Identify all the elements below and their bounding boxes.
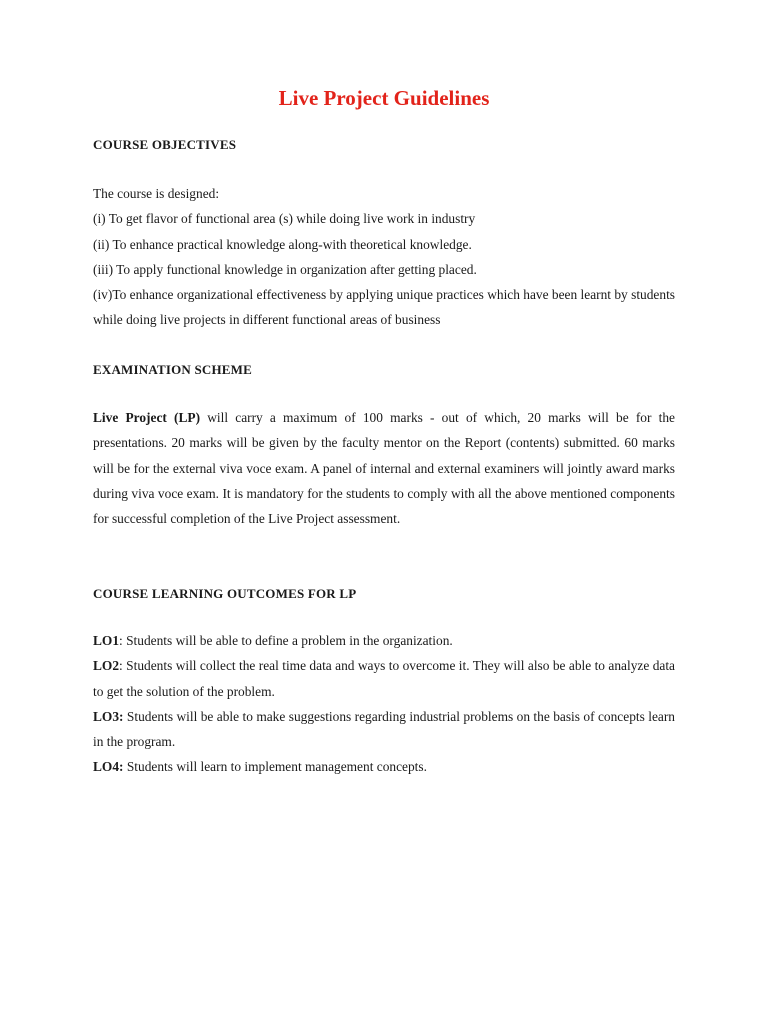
examination-scheme-paragraph [93,405,675,531]
objective-item-2: (ii) To enhance practical knowledge along-with theoretical knowledge. [93,236,472,252]
outcome-text: : Students will collect the real time data and ways to overcome it. They will also be able to analyze data to get the solution of the problem. [93,658,675,699]
outcome-text: : Students will be able to define a problem in the organization. [119,633,453,648]
outcome-item-lo4 [93,754,675,779]
examination-scheme-heading: EXAMINATION SCHEME [93,362,253,377]
learning-outcomes-heading: COURSE LEARNING OUTCOMES FOR LP [93,586,357,601]
course-objectives-body [93,181,675,333]
objective-item-3: (iii) To apply functional knowledge in organization after getting placed. [93,261,477,277]
outcome-label: LO1 [93,633,120,648]
outcome-label: LO3: [93,708,124,724]
objective-item-4: (iv)To enhance organizational effectiveness by applying unique practices which have been learnt by students while doing live projects in different functional areas of business [93,287,675,328]
outcome-text: Students will learn to implement management concepts. [123,759,427,775]
outcome-label: LO2 [93,658,120,674]
objectives-intro: The course is designed: [93,186,220,201]
course-objectives-heading: COURSE OBJECTIVES [93,137,237,152]
page-title: Live Project Guidelines [278,86,490,110]
outcome-text: Students will be able to make suggestions regarding industrial problems on the basis of concepts learn in the program. [93,708,675,750]
live-project-label: Live Project (LP) [93,410,201,425]
learning-outcomes-list [93,628,675,780]
outcome-item-lo1 [93,628,675,653]
outcome-item-lo2 [93,653,675,704]
objective-item-1: (i) To get flavor of functional area (s) while doing live work in industry [93,211,476,227]
outcome-item-lo3 [93,704,675,755]
outcome-label: LO4: [93,759,124,775]
examination-scheme-text: will carry a maximum of 100 marks - out of which, 20 marks will be for the presentations. 20 marks will be given by the faculty mentor on the Report (contents) submitted. 60 marks will be for the external viva voce exam. A panel of internal and external examiners will jointly award marks during viva voce exam. It is mandatory for the students to comply with all the above mentioned components for successful completion of the Live Project assessment. [93,410,675,527]
